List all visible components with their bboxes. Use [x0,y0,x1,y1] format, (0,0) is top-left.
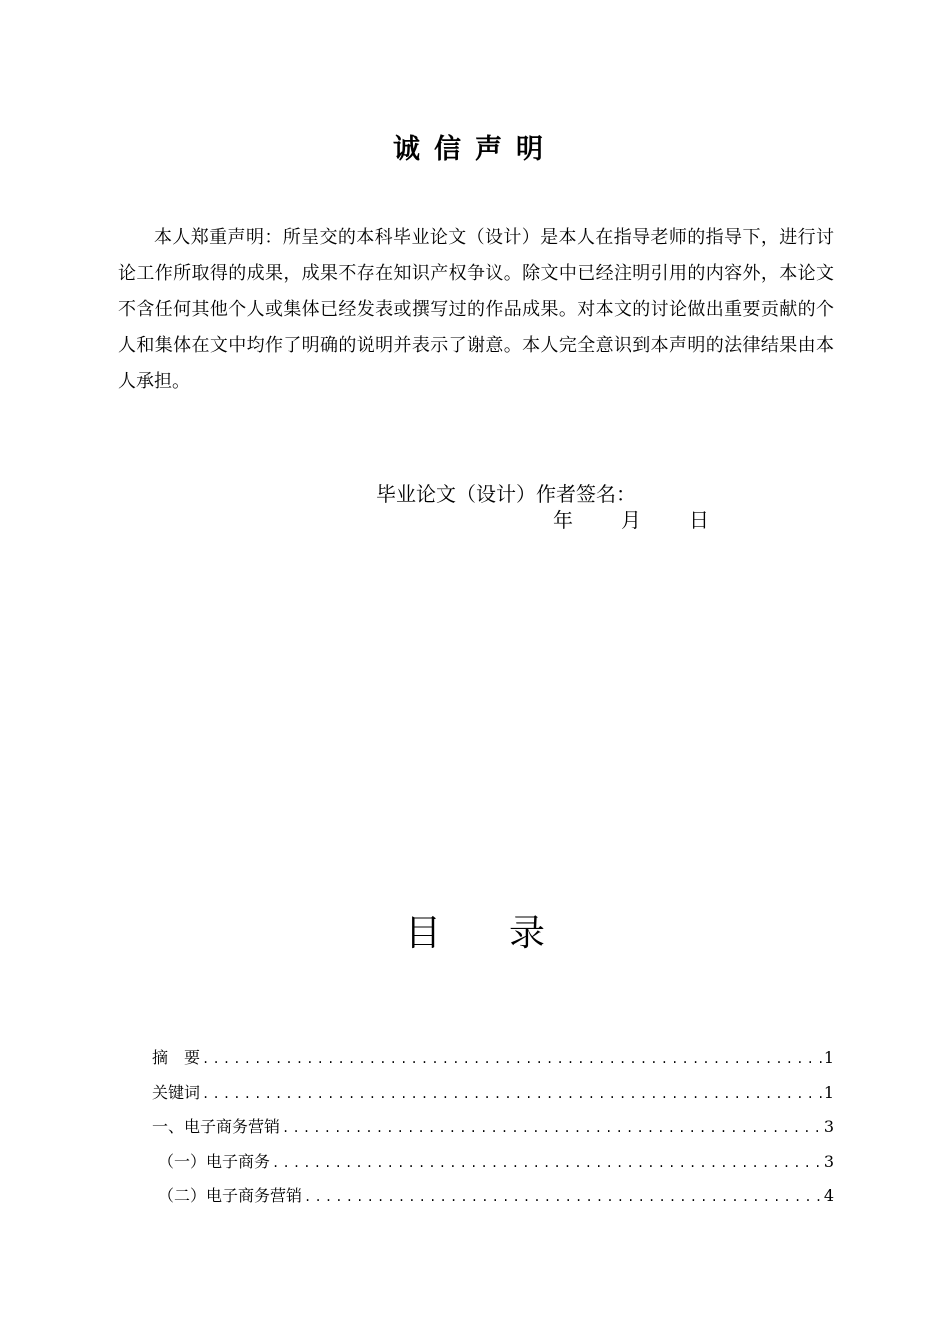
declaration-body: 本人郑重声明：所呈交的本科毕业论文（设计）是本人在指导老师的指导下，进行讨论工作所取得的成果，成果不存在知识产权争议。除文中已经注明引用的内容外，本论文不含任何其他个人或集体已经发表或撰写过的作品成果。对本文的讨论做出重要贡献的个人和集体在文中均作了明确的说明并表示了谢意。本人完全意识到本声明的法律结果由本人承担。 [118,227,834,392]
date-day-label: 日 [689,508,709,532]
toc-entry-page: 3 [823,1117,834,1136]
toc-entry-label: 关键词 [152,1082,201,1102]
toc-entry-label: 一、电子商务营销 [152,1117,281,1136]
declaration-title: 诚信声明 [393,134,557,165]
toc-leader-dots [202,1077,822,1111]
toc-title-second: 录 [509,913,546,954]
toc-leader-dots [304,1180,822,1214]
toc-entry-label: （二）电子商务营销 [158,1186,303,1205]
toc-title-first: 目 [404,913,441,954]
toc-leader-dots [272,1146,822,1180]
toc-entry-page: 3 [823,1151,834,1171]
toc-entry[interactable] [152,1110,834,1145]
toc-entry[interactable] [152,1179,834,1214]
toc-entry-label: 摘 要 [152,1048,201,1067]
toc-entry-page: 4 [823,1186,834,1205]
toc-leader-dots [282,1111,822,1145]
toc-entry-label: （一）电子商务 [158,1151,271,1171]
toc-entry[interactable] [152,1145,834,1180]
signature-label: 毕业论文（设计）作者签名： [376,482,636,506]
toc-entry-page: 1 [823,1082,834,1102]
toc-title [0,910,950,958]
date-line [553,505,709,535]
toc-entry[interactable] [152,1076,834,1111]
date-month-label: 月 [621,508,641,532]
toc-leader-dots [202,1042,822,1076]
toc-entry-page: 1 [823,1048,834,1067]
toc-list [152,1041,834,1214]
toc-entry[interactable] [152,1041,834,1076]
date-year-label: 年 [553,508,573,532]
